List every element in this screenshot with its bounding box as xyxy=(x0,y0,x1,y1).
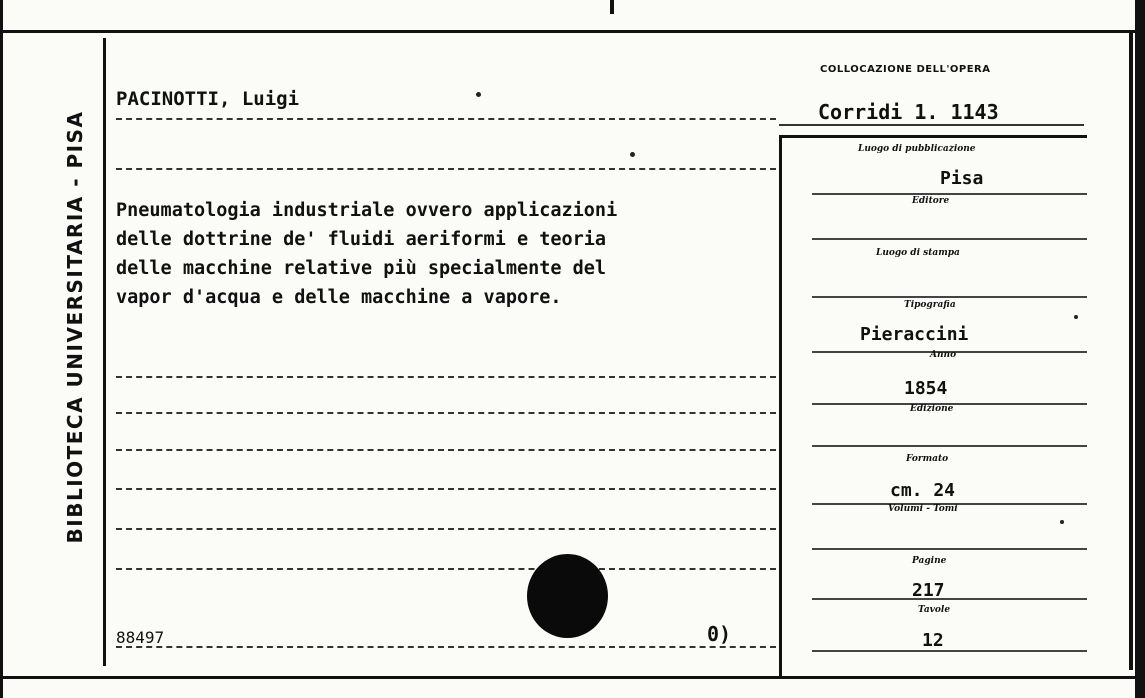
ink-speck xyxy=(476,92,481,97)
title-line: vapor d'acqua e delle macchine a vapore. xyxy=(116,287,562,308)
luogo-pubblicazione-label: Luogo di pubblicazione xyxy=(858,144,976,154)
collocation-rule xyxy=(779,124,1084,126)
ruled-line xyxy=(116,376,776,378)
author-rule xyxy=(116,118,776,120)
inventory-number: 88497 xyxy=(116,628,165,647)
editore-value: Pisa xyxy=(940,168,984,189)
card-right-border xyxy=(1135,0,1145,698)
author-name: PACINOTTI, Luigi xyxy=(116,88,300,110)
collocation-label: COLLOCAZIONE DELL'OPERA xyxy=(820,64,991,75)
ink-speck xyxy=(630,152,635,157)
library-name: BIBLIOTECA UNIVERSITARIA - PISA xyxy=(63,110,87,544)
blank-rule xyxy=(116,168,776,170)
luogo-stampa-label: Luogo di stampa xyxy=(876,248,960,258)
tipografia-label: Tipografia xyxy=(904,300,956,310)
margin-rule xyxy=(103,38,106,666)
pagine-label: Pagine xyxy=(912,556,947,566)
anno-value: 1854 xyxy=(904,378,948,399)
ruled-line xyxy=(116,646,776,648)
volumi-label: Volumi - Tomi xyxy=(888,504,958,514)
mark: 0) xyxy=(707,622,732,646)
ruled-line xyxy=(116,488,776,490)
card-top-border xyxy=(0,0,1145,33)
ink-speck xyxy=(1060,520,1064,524)
punch-hole xyxy=(527,554,608,638)
ink-speck xyxy=(1074,315,1078,319)
pagine-value: 217 xyxy=(912,580,945,601)
collocation-value: Corridi 1. 1143 xyxy=(818,100,999,124)
ruled-line xyxy=(116,412,776,414)
ruled-line xyxy=(116,528,776,530)
anno-label: Anno xyxy=(930,350,957,360)
card-left-border xyxy=(0,0,10,698)
ruled-line xyxy=(116,568,776,570)
tipografia-value: Pieraccini xyxy=(860,324,969,345)
formato-value: cm. 24 xyxy=(890,480,956,501)
tavole-label: Tavole xyxy=(918,605,951,615)
title-line: Pneumatologia industriale ovvero applicazioni xyxy=(116,200,618,221)
book-title xyxy=(116,196,776,312)
title-line: delle macchine relative più specialmente del xyxy=(116,258,607,279)
tavole-value: 12 xyxy=(922,630,944,651)
editore-label: Editore xyxy=(912,196,950,206)
formato-label: Formato xyxy=(906,454,949,464)
ruled-line xyxy=(116,449,776,451)
title-line: delle dottrine de' fluidi aeriformi e teoria xyxy=(116,229,607,250)
edizione-label: Edizione xyxy=(910,404,954,414)
